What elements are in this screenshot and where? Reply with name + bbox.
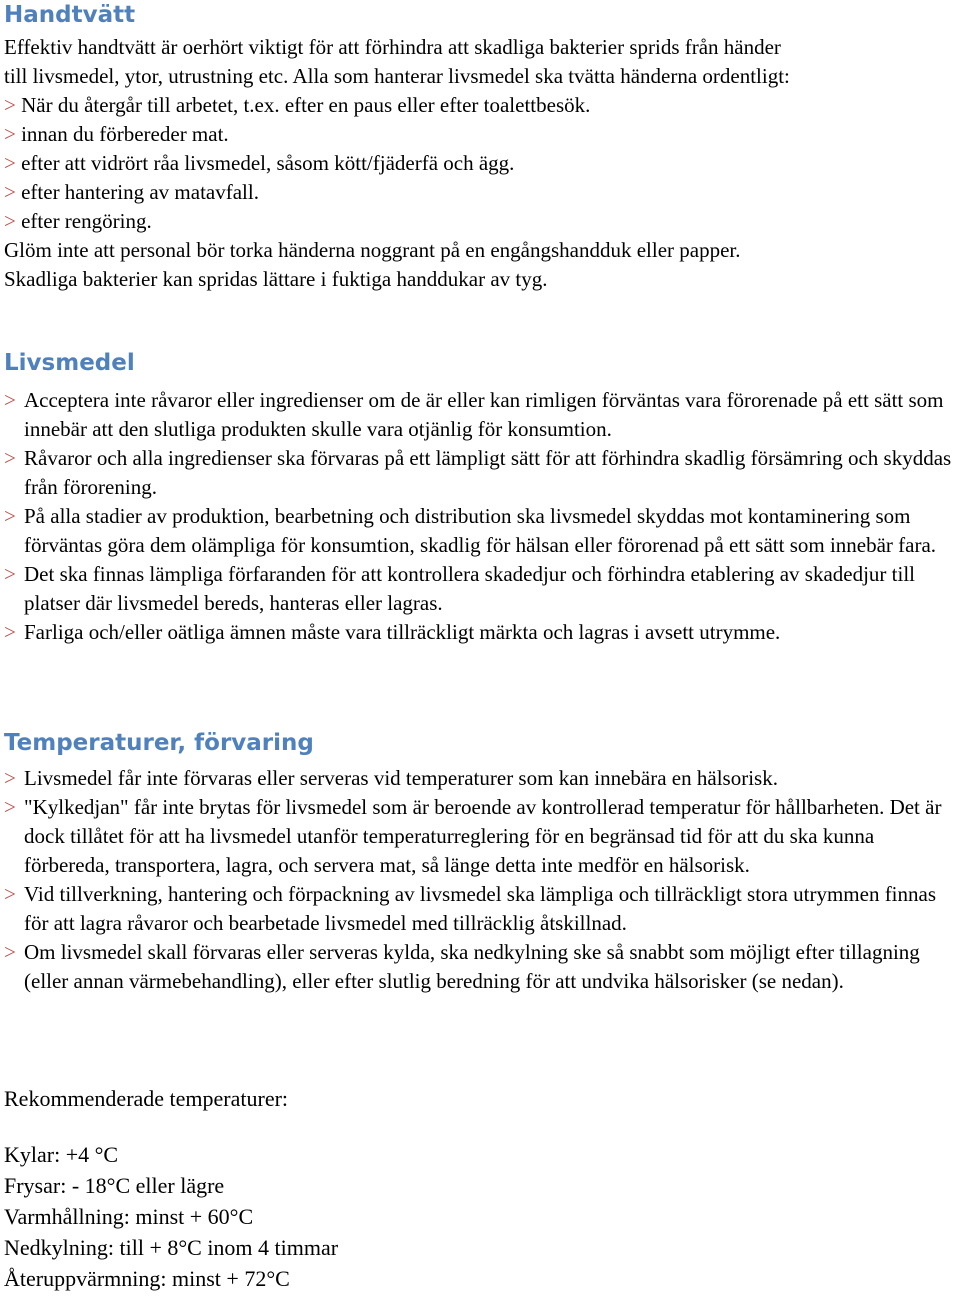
temperaturer-item-text: Om livsmedel skall förvaras eller serveras kylda, ska nedkylning ske så snabbt som möjligt efter tillagning (eller annan värmebehandling), eller efter slutlig beredning för att undvika hälsorisker (se nedan). — [24, 940, 920, 993]
bullet-marker-icon: > — [4, 882, 16, 906]
bullet-marker-icon: > — [4, 940, 16, 964]
bullet-marker-icon: > — [4, 93, 16, 117]
handtvatt-outro-line: Glöm inte att personal bör torka händerna noggrant på en engångshandduk eller papper. — [4, 238, 741, 262]
recommended-temperatures-list — [4, 1139, 338, 1294]
temperaturer-item-text: Livsmedel får inte förvaras eller serveras vid temperaturer som kan innebära en hälsorisk. — [24, 766, 778, 790]
bullet-marker-icon: > — [4, 180, 16, 204]
livsmedel-list — [4, 386, 956, 647]
temperaturer-list — [4, 764, 956, 996]
handtvatt-outro-line: Skadliga bakterier kan spridas lättare i fuktiga handdukar av tyg. — [4, 267, 548, 291]
handtvatt-item-text: innan du förbereder mat. — [21, 122, 229, 146]
bullet-marker-icon: > — [4, 151, 16, 175]
heading-temperaturer: Temperaturer, förvaring — [4, 730, 314, 756]
handtvatt-list-item — [4, 91, 956, 120]
livsmedel-item-text: Farliga och/eller oätliga ämnen måste vara tillräckligt märkta och lagras i avsett utrymme. — [24, 620, 781, 644]
bullet-marker-icon: > — [4, 562, 16, 586]
temperaturer-list-item — [4, 764, 956, 793]
livsmedel-list-item — [4, 386, 956, 444]
bullet-marker-icon: > — [4, 388, 16, 412]
temperature-item: Varmhållning: minst + 60°C — [4, 1204, 254, 1229]
heading-livsmedel: Livsmedel — [4, 350, 135, 376]
handtvatt-item-text: efter hantering av matavfall. — [21, 180, 259, 204]
handtvatt-item-text: efter rengöring. — [21, 209, 152, 233]
bullet-marker-icon: > — [4, 209, 16, 233]
recommended-temperatures-label: Rekommenderade temperaturer: — [4, 1086, 289, 1111]
handtvatt-intro-line: till livsmedel, ytor, utrustning etc. Alla som hanterar livsmedel ska tvätta händerna ordentligt: — [4, 64, 790, 88]
livsmedel-item-text: Råvaror och alla ingredienser ska förvaras på ett lämpligt sätt för att förhindra skadlig försämring och skyddas från förorening. — [24, 446, 952, 499]
temperaturer-item-text: Vid tillverkning, hantering och förpackning av livsmedel ska lämpliga och tillräckligt stora utrymmen finnas för att lagra råvaror och bearbetade livsmedel med tillräcklig åtskillnad. — [24, 882, 937, 935]
livsmedel-item-text: På alla stadier av produktion, bearbetning och distribution ska livsmedel skyddas mot kontaminering som förväntas göra dem olämpliga för konsumtion, skadlig för hälsan eller förorenad på ett sätt som innebär fara. — [24, 504, 937, 557]
handtvatt-list-item — [4, 149, 956, 178]
handtvatt-list-item — [4, 207, 956, 236]
temperature-item: Återuppvärmning: minst + 72°C — [4, 1266, 290, 1291]
handtvatt-item-text: När du återgår till arbetet, t.ex. efter en paus eller efter toalettbesök. — [21, 93, 591, 117]
bullet-marker-icon: > — [4, 795, 16, 819]
temperaturer-list-item — [4, 938, 956, 996]
temperature-item: Kylar: +4 °C — [4, 1142, 119, 1167]
livsmedel-list-item — [4, 502, 956, 560]
livsmedel-item-text: Det ska finnas lämpliga förfaranden för att kontrollera skadedjur och förhindra etablering av skadedjur till platser där livsmedel bereds, hanteras eller lagras. — [24, 562, 916, 615]
temperaturer-list-item — [4, 793, 956, 880]
livsmedel-item-text: Acceptera inte råvaror eller ingredienser om de är eller kan rimligen förväntas vara förorenade på ett sätt som innebär att den slutliga produkten skulle vara otjänlig för konsumtion. — [24, 388, 944, 441]
handtvatt-list-item — [4, 178, 956, 207]
temperaturer-item-text: "Kylkedjan" får inte brytas för livsmedel som är beroende av kontrollerad temperatur för hållbarheten. Det är dock tillåtet för att ha livsmedel utanför temperaturreglering för en begränsad tid för att du ska kunna förbereda, transportera, lagra, och servera mat, så länge detta inte medför en hälsorisk. — [24, 795, 942, 877]
livsmedel-list-item — [4, 560, 956, 618]
bullet-marker-icon: > — [4, 766, 16, 790]
temperature-item: Nedkylning: till + 8°C inom 4 timmar — [4, 1235, 339, 1260]
temperaturer-list-item — [4, 880, 956, 938]
handtvatt-section — [4, 33, 956, 294]
bullet-marker-icon: > — [4, 122, 16, 146]
bullet-marker-icon: > — [4, 446, 16, 470]
handtvatt-item-text: efter att vidrört råa livsmedel, såsom kött/fjäderfä och ägg. — [21, 151, 515, 175]
handtvatt-list-item — [4, 120, 956, 149]
bullet-marker-icon: > — [4, 504, 16, 528]
bullet-marker-icon: > — [4, 620, 16, 644]
heading-handtvatt: Handtvätt — [4, 2, 136, 28]
temperature-item: Frysar: - 18°C eller lägre — [4, 1173, 225, 1198]
handtvatt-intro-line: Effektiv handtvätt är oerhört viktigt för att förhindra att skadliga bakterier sprids från händer — [4, 35, 781, 59]
livsmedel-list-item — [4, 444, 956, 502]
livsmedel-list-item — [4, 618, 956, 647]
